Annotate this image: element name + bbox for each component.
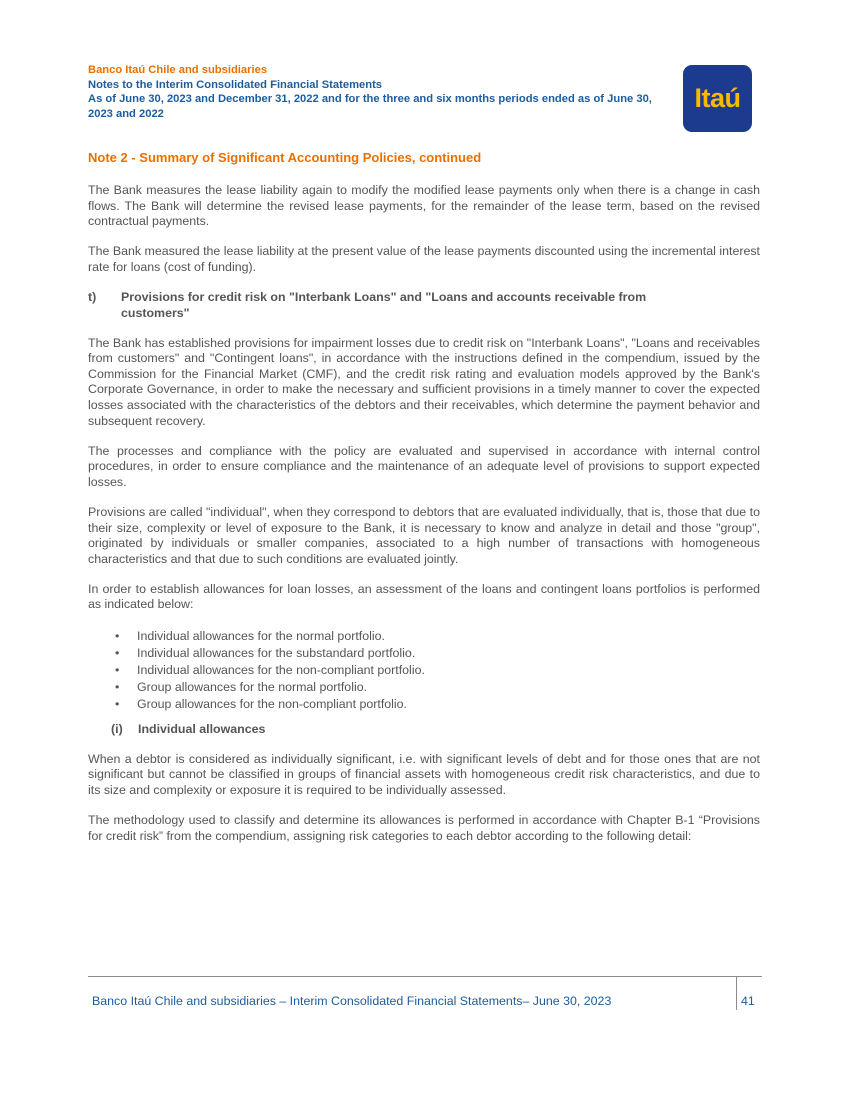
subheading-text: Individual allowances [138, 721, 266, 736]
bullet-icon: • [115, 679, 120, 694]
itau-logo [683, 65, 752, 132]
paragraph-processes: The processes and compliance with the policy are evaluated and supervised in accordance with internal control procedures, in order to ensure compliance and the maintenance of an adequate level of provisions to support expected losses. [88, 443, 760, 489]
company-name: Banco Itaú Chile and subsidiaries [88, 64, 268, 76]
footer-separator [736, 976, 737, 1010]
document-body [88, 183, 760, 859]
paragraph-methodology: The methodology used to classify and determine its allowances is performed in accordance with Chapter B-1 “Provisions for credit risk” from the compendium, assigning risk categories to each debtor according to the following detail: [88, 812, 760, 843]
paragraph-significant-debtor: When a debtor is considered as individually significant, i.e. with significant levels of debt and for those ones that are not significant but cannot be classified in groups of financial assets with homogeneous credit risk characteristics, and due to its size and complexity or exposure it is required to be individually assessed. [88, 751, 760, 797]
note-title: Note 2 - Summary of Significant Accounting Policies, continued [88, 150, 482, 165]
notes-title: Notes to the Interim Consolidated Financial Statements [88, 78, 383, 91]
bullet-icon: • [115, 628, 120, 643]
footer-divider [88, 976, 762, 977]
bullet-icon: • [115, 662, 120, 677]
logo-text: Itaú [694, 83, 741, 113]
period-description: As of June 30, 2023 and December 31, 2022 and for the three and six months periods ended as of June 30, 2023 and 2022 [88, 93, 652, 120]
subheading-individual-allowances [111, 722, 760, 738]
footer-text: Banco Itaú Chile and subsidiaries – Interim Consolidated Financial Statements– June 30, 2023 [92, 994, 612, 1008]
list-item: • Individual allowances for the non-compliant portfolio. [115, 662, 425, 677]
paragraph-individual-group: Provisions are called "individual", when they correspond to debtors that are evaluated individually, that is, those that due to their size, complexity or level of exposure to the Bank, it is necessary to know and analyze in detail and those "group", originated by individuals or smaller companies, associated to a high number of transactions with homogeneous characteristics and that due to such conditions are evaluated jointly. [88, 505, 760, 566]
paragraph-lease-remeasure: The Bank measures the lease liability again to modify the modified lease payments only when there is a change in cash flows. The Bank will determine the revised lease payments, for the remainder of the lease term, based on the revised contractual payments. [88, 183, 760, 229]
paragraph-assessment: In order to establish allowances for loan losses, an assessment of the loans and contingent loans portfolios is performed as indicated below: [88, 581, 760, 612]
paragraph-lease-measured: The Bank measured the lease liability at the present value of the lease payments discounted using the incremental interest rate for loans (cost of funding). [88, 244, 760, 274]
section-title [121, 290, 760, 321]
allowance-list [88, 628, 760, 713]
list-item: • Group allowances for the normal portfolio. [115, 679, 368, 694]
paragraph-provisions: The Bank has established provisions for impairment losses due to credit risk on "Interbank Loans", "Loans and receivables from customers" and "Contingent loans", in accordance with the instructions defined in the compendium, issued by the Commission for the Financial Market (CMF), and the credit risk rating and evaluation models approved by the Bank's Corporate Governance, in order to make the necessary and sufficient provisions in a timely manner to cover the expected losses associated with the characteristics of the debtors and their receivables, which determine the payment behavior and subsequent recovery. [88, 335, 760, 428]
section-title-line1: Provisions for credit risk on "Interbank Loans" and "Loans and accounts receivable from [121, 289, 647, 304]
bullet-icon: • [115, 645, 120, 660]
list-item: • Individual allowances for the normal portfolio. [115, 628, 385, 643]
section-heading [88, 290, 760, 321]
document-header [88, 63, 678, 121]
page-number: 41 [741, 994, 755, 1008]
section-title-line2: customers" [121, 305, 190, 320]
section-label: t) [88, 289, 97, 304]
subheading-number: (i) [111, 721, 123, 736]
list-item: • Group allowances for the non-compliant portfolio. [115, 696, 407, 711]
list-item: • Individual allowances for the substandard portfolio. [115, 645, 416, 660]
bullet-icon: • [115, 696, 120, 711]
